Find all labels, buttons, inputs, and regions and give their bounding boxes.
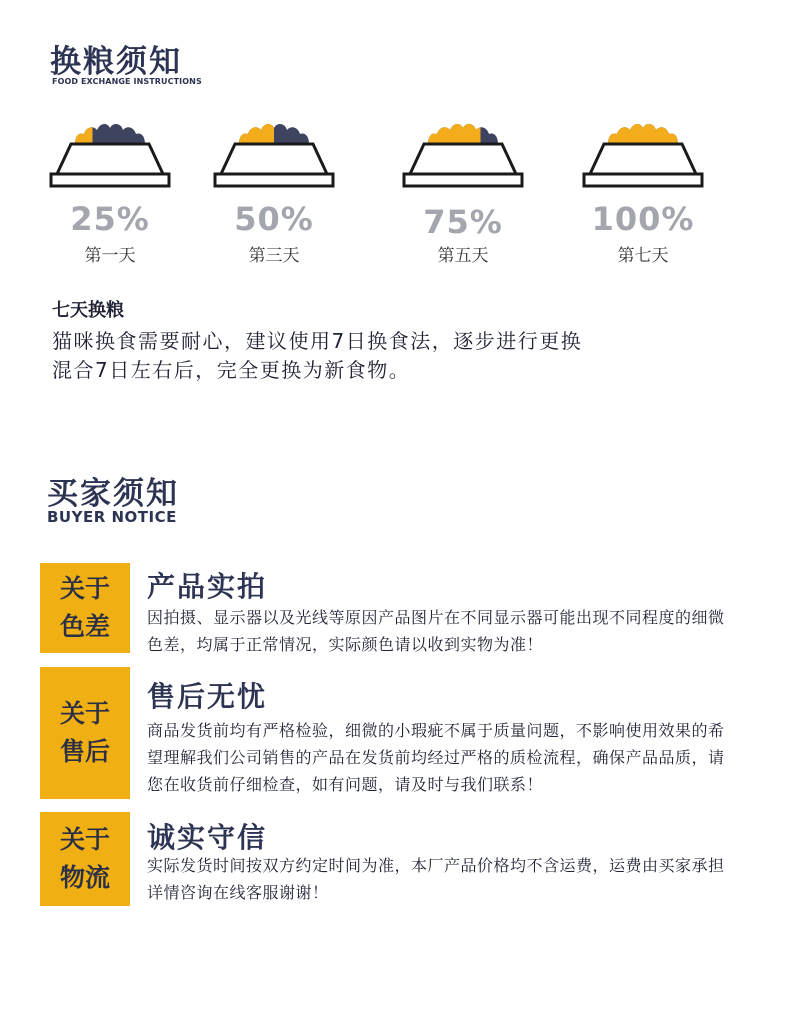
new-food-mound xyxy=(608,124,678,144)
notice-badge xyxy=(40,812,130,906)
badge-line1: 关于 xyxy=(59,699,110,728)
exchange-text-line2: 混合7日左右后，完全更换为新食物。 xyxy=(52,358,411,382)
stage-day7 xyxy=(580,110,706,270)
stage-percent: 25% xyxy=(70,200,150,238)
buyer-subtitle: BUYER NOTICE xyxy=(47,508,177,526)
badge-line1: 关于 xyxy=(59,574,110,603)
notice-title: 售后无忧 xyxy=(147,680,268,713)
stage-day: 第一天 xyxy=(84,246,136,266)
exchange-text xyxy=(52,327,672,385)
bowl-icon xyxy=(211,110,337,190)
stage-day3 xyxy=(211,110,337,270)
notice-title: 诚实守信 xyxy=(147,821,268,854)
badge-line2: 售后 xyxy=(59,737,110,766)
badge-line1: 关于 xyxy=(59,825,110,854)
notice-badge xyxy=(40,563,130,653)
bowl-stages xyxy=(0,110,790,270)
notice-badge xyxy=(40,667,130,799)
bowl-body xyxy=(51,144,169,186)
stage-day: 第七天 xyxy=(617,246,669,266)
notice-after-sales xyxy=(40,667,740,799)
bowl-icon xyxy=(580,110,706,190)
notice-text: 因拍摄、显示器以及光线等原因产品图片在不同显示器可能出现不同程度的细微色差，均属于正常情况，实际颜色请以收到实物为准！ xyxy=(147,608,725,654)
notice-color xyxy=(40,563,740,653)
notice-text: 实际发货时间按双方约定时间为准，本厂产品价格均不含运费，运费由买家承担详情咨询在线客服谢谢！ xyxy=(147,856,725,902)
stage-day: 第五天 xyxy=(437,246,489,266)
stage-percent: 100% xyxy=(591,200,695,238)
notice-logistics xyxy=(40,812,740,906)
exchange-title: 换粮须知 xyxy=(50,44,182,80)
exchange-subtitle: FOOD EXCHANGE INSTRUCTIONS xyxy=(52,77,202,86)
buyer-title: 买家须知 xyxy=(47,476,179,512)
stage-day1 xyxy=(47,110,173,270)
bowl-body xyxy=(215,144,333,186)
badge-line2: 色差 xyxy=(59,612,110,641)
bowl-icon xyxy=(47,110,173,190)
stage-percent: 50% xyxy=(234,200,314,238)
exchange-heading: 七天换粮 xyxy=(52,300,124,321)
stage-percent: 75% xyxy=(423,203,503,241)
stage-day5 xyxy=(400,110,526,270)
notice-title: 产品实拍 xyxy=(147,570,268,603)
stage-day: 第三天 xyxy=(248,246,300,266)
badge-line2: 物流 xyxy=(59,863,110,892)
exchange-text-line1: 猫咪换食需要耐心，建议使用7日换食法，逐步进行更换 xyxy=(52,329,583,353)
bowl-body xyxy=(404,144,522,186)
bowl-icon xyxy=(400,110,526,190)
bowl-body xyxy=(584,144,702,186)
notice-text: 商品发货前均有严格检验，细微的小瑕疵不属于质量问题，不影响使用效果的希望理解我们公司销售的产品在发货前均经过严格的质检流程，确保产品品质，请您在收货前仔细检查，如有问题，请及时与我们联系！ xyxy=(147,721,725,794)
